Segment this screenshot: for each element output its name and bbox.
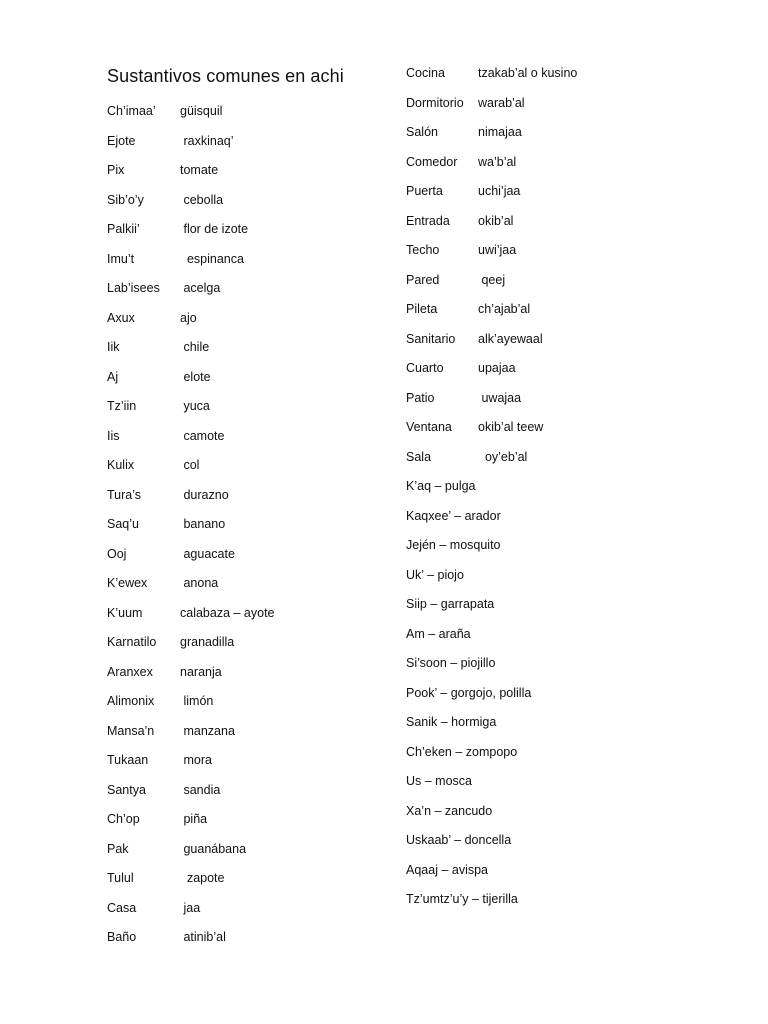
vocab-row <box>406 266 577 296</box>
vocab-term: Dormitorio <box>406 95 464 110</box>
vocab-row <box>107 628 275 658</box>
vocab-term: Sala <box>406 449 432 464</box>
vocab-row <box>406 207 577 237</box>
vocab-term: Salón <box>406 125 438 139</box>
vocab-line: Pook’ – gorgojo, polilla <box>406 685 532 700</box>
vocab-meaning: guanábana <box>180 841 247 856</box>
vocab-meaning: limón <box>180 694 214 708</box>
vocab-meaning: jaa <box>180 900 201 915</box>
vocab-term: Tulul <box>107 871 134 885</box>
vocab-line: Us – mosca <box>406 774 472 788</box>
vocab-term: K’ewex <box>107 576 148 590</box>
vocab-term: Lab’isees <box>107 281 160 295</box>
vocab-meaning: camote <box>180 428 225 443</box>
vocab-row <box>406 354 577 384</box>
vocab-row <box>107 274 275 304</box>
vocab-meaning: mora <box>180 753 212 767</box>
vocab-term: Iis <box>107 428 120 443</box>
vocab-term: Techo <box>406 243 440 257</box>
vocab-meaning: nimajaa <box>478 125 522 139</box>
vocab-term: Saq’u <box>107 517 139 531</box>
vocab-meaning: zapote <box>180 871 225 885</box>
vocab-row <box>107 510 275 540</box>
vocab-row <box>406 89 577 119</box>
vocab-term: Tz’iin <box>107 399 137 413</box>
vocab-meaning: piña <box>180 812 208 826</box>
vocab-term: Pileta <box>406 302 438 316</box>
vocab-row <box>107 215 275 245</box>
vocab-meaning: tomate <box>180 163 219 177</box>
vocab-row <box>107 776 275 806</box>
vocab-line: Am – araña <box>406 626 471 641</box>
vocab-meaning: anona <box>180 576 219 590</box>
vocab-row <box>406 177 577 207</box>
vocab-term: Comedor <box>406 154 458 169</box>
vocab-row <box>406 384 577 414</box>
vocab-term: Patio <box>406 390 435 405</box>
vocab-line: Jején – mosquito <box>406 538 501 552</box>
vocab-meaning: tzakab’al o kusino <box>478 66 578 80</box>
vocab-meaning: uchi’jaa <box>478 184 521 198</box>
vocab-row <box>406 325 577 355</box>
vocab-line: Sanik – hormiga <box>406 715 497 729</box>
vocab-term: Sanitario <box>406 331 456 346</box>
vocab-meaning: raxkinaq’ <box>180 133 234 148</box>
vocab-term: Ch’imaa’ <box>107 104 156 118</box>
vocab-term: Mansa’n <box>107 723 155 738</box>
vocab-term: Sib’o’y <box>107 192 144 207</box>
vocab-meaning: sandia <box>180 782 221 797</box>
vocab-term: Ventana <box>406 420 452 434</box>
vocab-term: Imu’t <box>107 251 135 266</box>
vocab-row <box>107 687 275 717</box>
vocab-row <box>107 569 275 599</box>
vocab-row <box>107 363 275 393</box>
vocab-line: Ch’eken – zompopo <box>406 744 518 759</box>
vocab-meaning: aguacate <box>180 546 235 561</box>
vocab-meaning: atinib’al <box>180 930 226 944</box>
vocab-row <box>107 186 275 216</box>
vocab-term: Kulix <box>107 458 135 472</box>
vocab-row <box>107 805 275 835</box>
vocab-term: Karnatilo <box>107 635 157 649</box>
vocab-meaning: naranja <box>180 664 222 679</box>
vocab-line: Kaqxee’ – arador <box>406 508 501 523</box>
vocab-term: Cuarto <box>406 361 444 375</box>
vocab-row <box>406 236 577 266</box>
vocab-row <box>107 333 275 363</box>
vocab-meaning: ch’ajab’al <box>478 302 531 316</box>
vocab-meaning: acelga <box>180 281 221 295</box>
vocab-meaning: chile <box>180 340 210 354</box>
vocab-term: Palkii’ <box>107 222 140 236</box>
vocab-row <box>107 481 275 511</box>
vocab-meaning: elote <box>180 369 211 384</box>
vocab-term: Ch’op <box>107 812 140 826</box>
vocab-row <box>107 422 275 452</box>
vocab-row <box>406 118 577 148</box>
vocab-meaning: espinanca <box>180 251 244 266</box>
vocab-term: Aj <box>107 369 119 384</box>
vocab-term: Ooj <box>107 546 127 561</box>
vocab-term: Iik <box>107 340 120 354</box>
vocab-term: Puerta <box>406 184 443 198</box>
vocab-meaning: banano <box>180 517 226 531</box>
page-title: Sustantivos comunes en achi <box>107 66 344 86</box>
vocab-meaning: güisquil <box>180 104 223 118</box>
vocab-meaning: oy’eb’al <box>478 449 528 464</box>
vocab-meaning: flor de izote <box>180 222 249 236</box>
vocab-term: Cocina <box>406 66 445 80</box>
vocab-meaning: granadilla <box>180 635 235 649</box>
vocab-meaning: qeej <box>478 272 506 287</box>
vocab-meaning: okib’al teew <box>478 420 544 434</box>
vocab-meaning: okib’al <box>478 213 514 228</box>
vocab-meaning: cebolla <box>180 192 224 207</box>
vocab-meaning: yuca <box>180 399 210 413</box>
vocab-row <box>406 148 577 178</box>
vocab-row <box>406 413 577 443</box>
vocab-row <box>107 127 275 157</box>
vocab-term: Aranxex <box>107 664 153 679</box>
vocab-row <box>406 59 577 89</box>
vocab-term: Entrada <box>406 213 450 228</box>
vocab-term: Tura’s <box>107 487 142 502</box>
vocab-meaning: upajaa <box>478 361 516 375</box>
vocab-line: Aqaaj – avispa <box>406 862 489 877</box>
vocab-row <box>107 864 275 894</box>
vocab-meaning: manzana <box>180 723 235 738</box>
vocab-meaning: uwajaa <box>478 390 522 405</box>
vocab-row <box>107 156 275 186</box>
vocab-row <box>107 835 275 865</box>
vocab-row <box>107 451 275 481</box>
vocab-term: Axux <box>107 310 135 325</box>
vocab-row <box>406 443 577 473</box>
vocab-meaning: alk’ayewaal <box>478 331 543 346</box>
vocab-meaning: col <box>180 458 200 472</box>
vocab-row <box>107 894 275 924</box>
vocab-term: Alimonix <box>107 694 155 708</box>
vocab-term: Tukaan <box>107 753 149 767</box>
vocab-term: Pix <box>107 163 125 177</box>
vocab-row <box>107 392 275 422</box>
vocab-line: Xa’n – zancudo <box>406 803 493 818</box>
vocab-line: Tz’umtz’u’y – tijerilla <box>406 892 518 906</box>
vocab-meaning: uwi’jaa <box>478 243 517 257</box>
vocab-term: Casa <box>107 900 137 915</box>
right-vocabulary-column <box>406 59 577 915</box>
vocab-line: Uk’ – piojo <box>406 567 464 582</box>
vocab-meaning: warab’al <box>478 95 525 110</box>
vocab-term: Santya <box>107 782 146 797</box>
vocab-row <box>107 658 275 688</box>
vocab-row <box>107 599 275 629</box>
vocab-term: K’uum <box>107 605 143 620</box>
vocab-line: Siip – garrapata <box>406 597 495 611</box>
vocab-row <box>107 245 275 275</box>
vocab-meaning: calabaza – ayote <box>180 605 275 620</box>
vocab-row <box>107 746 275 776</box>
vocab-row <box>406 295 577 325</box>
vocab-term: Baño <box>107 930 137 944</box>
vocab-term: Pared <box>406 272 440 287</box>
vocab-line: Si’soon – piojillo <box>406 656 496 670</box>
vocab-row <box>107 717 275 747</box>
vocab-meaning: wa’b’al <box>478 154 517 169</box>
vocab-line: Uskaab’ – doncella <box>406 833 512 847</box>
vocab-meaning: durazno <box>180 487 229 502</box>
vocab-row <box>107 923 275 953</box>
vocab-row <box>107 540 275 570</box>
vocab-row <box>107 97 275 127</box>
vocab-row <box>107 304 275 334</box>
vocab-term: Ejote <box>107 133 136 148</box>
vocab-line: K’aq – pulga <box>406 479 476 493</box>
left-vocabulary-column <box>107 97 275 953</box>
vocab-meaning: ajo <box>180 310 197 325</box>
vocab-term: Pak <box>107 841 129 856</box>
